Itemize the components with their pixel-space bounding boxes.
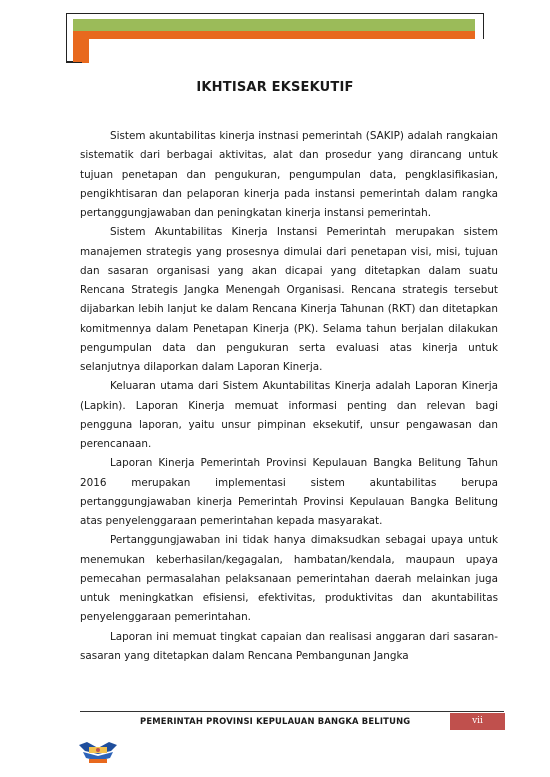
document-body [80,127,498,666]
footer-title: PEMERINTAH PROVINSI KEPULAUAN BANGKA BELITUNG [140,716,411,726]
header-green-bar [73,19,475,31]
page-number-badge: vii [450,713,505,730]
paragraph: Sistem Akuntabilitas Kinerja Instansi Pemerintah merupakan sistem manajemen strategis yang prosesnya dimulai dari penetapan visi, misi, tujuan dan sasaran organisasi yang akan dicapai yang ditetapkan dalam suatu Rencana Strategis Jangka Menengah Organisasi. Rencana strategis tersebut dijabarkan lebih lanjut ke dalam Rencana Kinerja Tahunan (RKT) dan ditetapkan komitmennya dalam Penetapan Kinerja (PK). Selama tahun berjalan dilakukan pengumpulan data dan pengukuran serta evaluasi atas kinerja untuk selanjutnya dilaporkan dalam Laporan Kinerja. [80,226,498,373]
paragraph: Sistem akuntabilitas kinerja instnasi pemerintah (SAKIP) adalah rangkaian sistematik dari berbagai aktivitas, alat dan prosedur yang dirancang untuk tujuan penetapan dan pengukuran, pengumpulan data, pengklasifikasian, pengikhtisaran dan pelaporan kinerja pada instansi pemerintah dalam rangka pertanggungjawaban dan peningkatan kinerja instansi pemerintah. [80,130,498,219]
paragraph: Laporan ini memuat tingkat capaian dan realisasi anggaran dari sasaran-sasaran yang ditetapkan dalam Rencana Pembangunan Jangka [80,630,498,662]
footer-divider [80,711,504,712]
header-corner-line [66,62,82,63]
page-title: IKHTISAR EKSEKUTIF [196,80,354,95]
province-emblem-icon [77,739,119,767]
paragraph: Pertanggungjawaban ini tidak hanya dimaksudkan sebagai upaya untuk menemukan keberhasilan/kegagalan, hambatan/kendala, maupaun upaya pemecahan permasalahan pelaksanaan pemerintahan daerah melainkan juga untuk meningkatkan efisiensi, efektivitas, produktivitas dan akuntabilitas penyelenggaraan pemerintahan. [80,534,498,624]
header-inner-cutout [89,39,484,63]
paragraph: Laporan Kinerja Pemerintah Provinsi Kepulauan Bangka Belitung Tahun 2016 merupakan implementasi sistem akuntabilitas berupa pertanggungjawaban kinerja Pemerintah Provinsi Kepulauan Bangka Belitung atas penyelenggaraan pemerintahan kepada masyarakat. [80,457,498,527]
paragraph: Keluaran utama dari Sistem Akuntabilitas Kinerja adalah Laporan Kinerja (Lapkin). Laporan Kinerja memuat informasi penting dan relevan bagi pengguna laporan, yaitu unsur pimpinan eksekutif, unsur pengawasan dan perencanaan. [80,380,498,450]
